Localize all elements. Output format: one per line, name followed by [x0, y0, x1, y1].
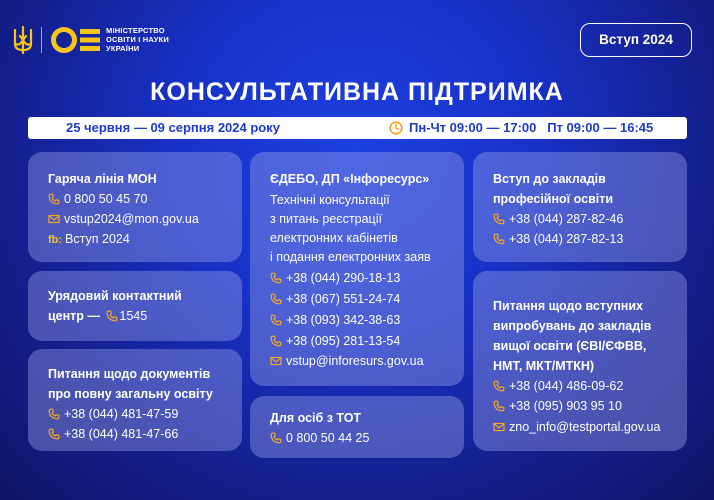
card-title: НМТ, МКТ/МТКН): [493, 359, 595, 373]
card-entrance-tests: [473, 271, 687, 451]
phone-number[interactable]: +38 (044) 481-47-59: [64, 407, 179, 421]
ministry-line: МІНІСТЕРСТВО: [106, 26, 165, 35]
date-bar: [28, 117, 687, 139]
working-hours: Пн-Чт 09:00 — 17:00 Пт 09:00 — 16:45: [409, 120, 654, 135]
phone-number[interactable]: +38 (095) 281-13-54: [286, 334, 401, 348]
card-description: Технічні консультації: [270, 193, 390, 207]
email-icon: [493, 421, 505, 433]
card-title: професійної освіти: [493, 192, 614, 206]
email-icon: [270, 355, 282, 367]
phone-number[interactable]: +38 (044) 486-09-62: [509, 379, 624, 393]
clock-icon: [389, 121, 403, 135]
phone-row[interactable]: [493, 379, 623, 394]
card-title: Вступ до закладів: [493, 172, 606, 186]
phone-icon: [48, 408, 60, 420]
phone-icon: [106, 310, 118, 322]
card-vocational: [473, 152, 687, 262]
header-separator: [41, 27, 42, 53]
phone-row[interactable]: [48, 192, 147, 207]
phone-number[interactable]: +38 (044) 290-18-13: [286, 271, 401, 285]
phone-icon: [270, 272, 282, 284]
card-description: електронних кабінетів: [270, 231, 398, 245]
phone-icon: [48, 193, 60, 205]
card-description: з питань реєстрації: [270, 212, 382, 226]
card-gov-contact-center: [28, 271, 242, 341]
phone-row[interactable]: [270, 292, 400, 307]
card-description: і подання електронних заяв: [270, 250, 431, 264]
card-documents: [28, 349, 242, 451]
mon-logo-icon: [50, 26, 102, 54]
card-title: ЄДЕБО, ДП «Інфоресурс»: [270, 172, 430, 186]
email-icon: [48, 213, 60, 225]
phone-row[interactable]: [48, 407, 178, 422]
phone-row[interactable]: [270, 334, 400, 349]
facebook-icon: fb:: [48, 234, 63, 246]
phone-row[interactable]: [493, 399, 622, 414]
phone-number[interactable]: +38 (093) 342-38-63: [286, 313, 401, 327]
phone-row[interactable]: [48, 427, 178, 442]
page-title: КОНСУЛЬТАТИВНА ПІДТРИМКА: [150, 78, 564, 106]
email-row[interactable]: [48, 212, 199, 227]
phone-icon: [493, 233, 505, 245]
phone-number[interactable]: +38 (044) 287-82-13: [509, 232, 624, 246]
admission-badge: Вступ 2024: [580, 23, 692, 57]
email-row[interactable]: [270, 354, 424, 369]
card-title: про повну загальну освіту: [48, 387, 213, 401]
phone-number[interactable]: +38 (067) 551-24-74: [286, 292, 401, 306]
phone-row[interactable]: [270, 313, 400, 328]
email-row[interactable]: [493, 420, 660, 435]
phone-icon: [270, 314, 282, 326]
email-address[interactable]: zno_info@testportal.gov.ua: [509, 420, 661, 434]
phone-row[interactable]: [493, 212, 623, 227]
ministry-name: [106, 26, 169, 53]
ministry-line: ОСВІТИ І НАУКИ: [106, 35, 169, 44]
phone-icon: [493, 380, 505, 392]
email-address[interactable]: vstup@inforesurs.gov.ua: [286, 354, 424, 368]
card-mon-hotline: [28, 152, 242, 262]
phone-icon: [270, 432, 282, 444]
card-title: Урядовий контактний: [48, 289, 182, 303]
card-title: Питання щодо вступних: [493, 299, 643, 313]
card-title: випробувань до закладів: [493, 319, 652, 333]
phone-number[interactable]: 0 800 50 45 70: [64, 192, 148, 206]
card-title: Для осіб з ТОТ: [270, 411, 362, 425]
phone-icon: [493, 213, 505, 225]
phone-row[interactable]: [270, 271, 400, 286]
phone-icon: [48, 428, 60, 440]
facebook-page[interactable]: Вступ 2024: [65, 232, 130, 246]
date-range: 25 червня — 09 серпня 2024 року: [66, 120, 280, 135]
phone-number[interactable]: +38 (095) 903 95 10: [509, 399, 622, 413]
phone-icon: [270, 293, 282, 305]
phone-number[interactable]: +38 (044) 481-47-66: [64, 427, 179, 441]
card-title-continued: центр —: [48, 309, 100, 323]
phone-number[interactable]: +38 (044) 287-82-46: [509, 212, 624, 226]
facebook-row[interactable]: [48, 232, 130, 248]
phone-number[interactable]: 0 800 50 44 25: [286, 431, 370, 445]
card-title: вищої освіти (ЄВІ/ЄФВВ,: [493, 339, 647, 353]
phone-row[interactable]: [270, 431, 369, 446]
phone-row[interactable]: [493, 232, 623, 247]
trident-icon: [12, 26, 34, 54]
email-address[interactable]: vstup2024@mon.gov.ua: [64, 212, 199, 226]
card-tot: [250, 396, 464, 458]
card-title: Гаряча лінія МОН: [48, 172, 157, 186]
phone-icon: [493, 400, 505, 412]
phone-number[interactable]: 1545: [119, 309, 148, 323]
card-edebo: [250, 152, 464, 386]
phone-icon: [270, 335, 282, 347]
header: [0, 0, 714, 78]
gov-phone-row[interactable]: [48, 309, 147, 324]
ministry-line: УКРАЇНИ: [106, 44, 140, 53]
card-title: Питання щодо документів: [48, 367, 211, 381]
